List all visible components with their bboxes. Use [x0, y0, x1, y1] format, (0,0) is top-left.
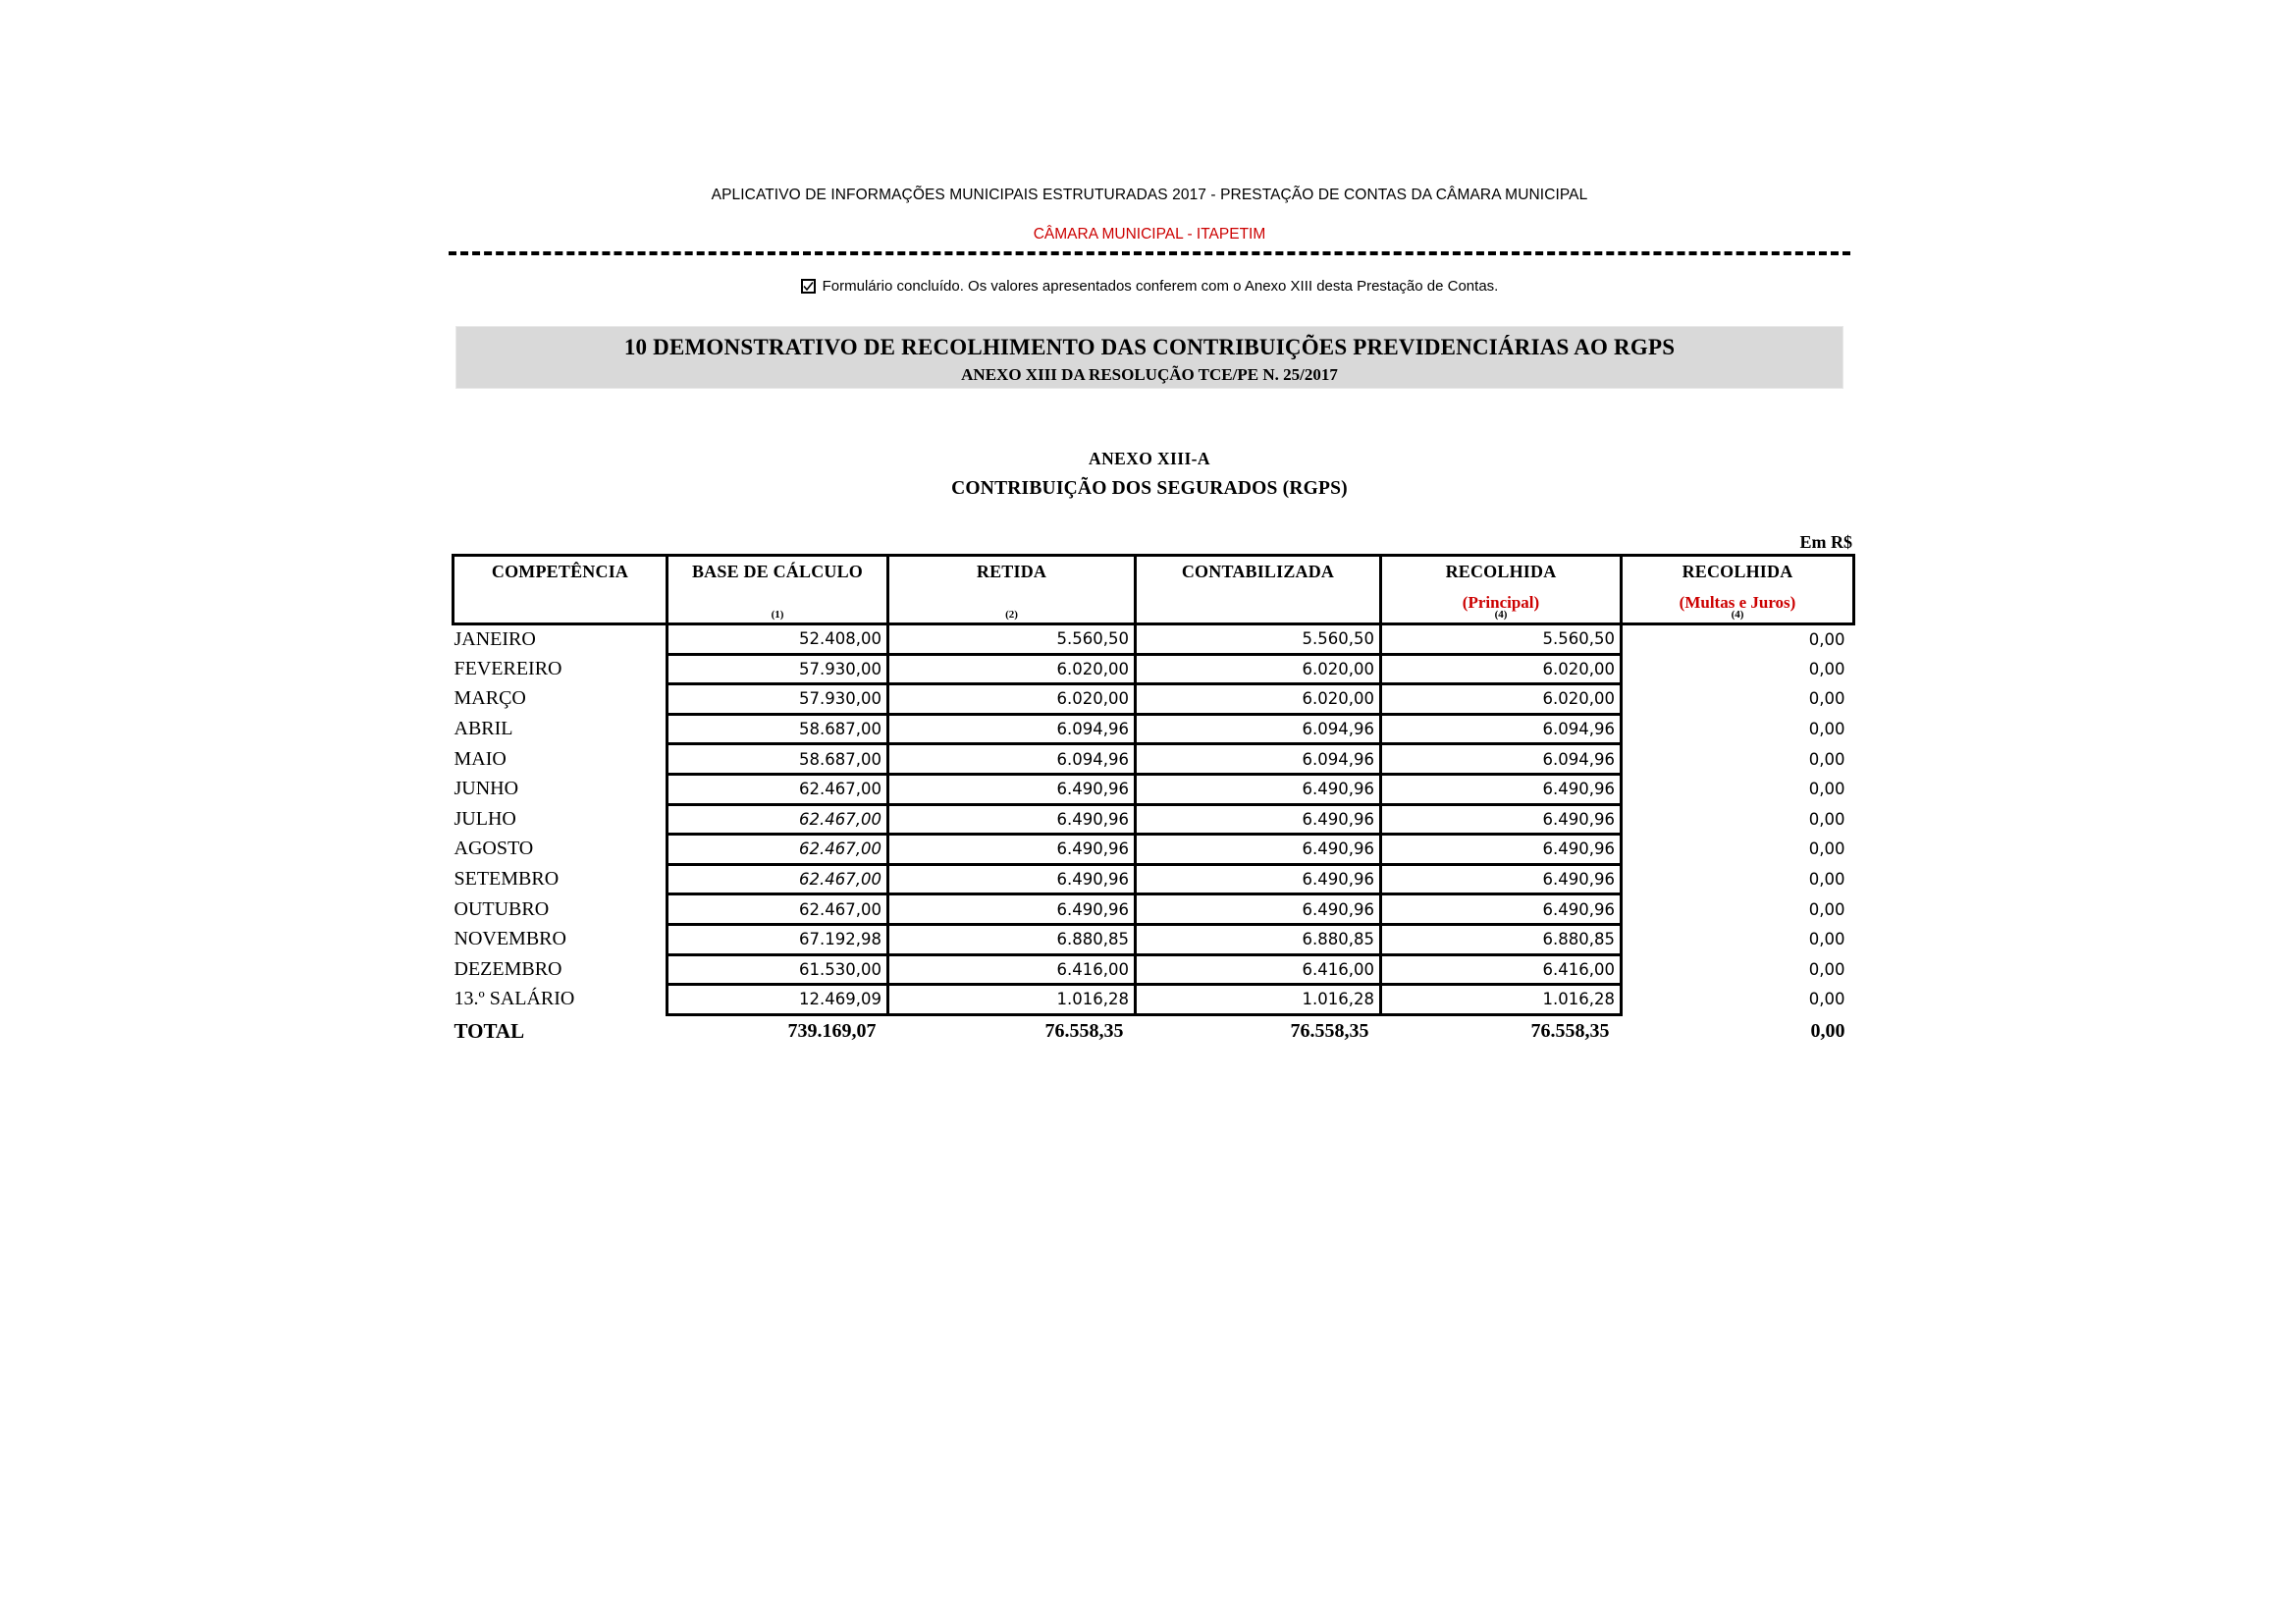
- column-header-footnote: (4): [1494, 609, 1508, 621]
- cell-competencia: DEZEMBRO: [454, 954, 667, 985]
- annex-heading: [447, 449, 1852, 500]
- cell-retida: 1.016,28: [888, 985, 1136, 1015]
- cell-competencia: NOVEMBRO: [454, 924, 667, 954]
- table-row: [454, 985, 1854, 1015]
- cell-contabilizada: 6.490,96: [1136, 894, 1381, 925]
- cell-base-de-calculo: 58.687,00: [667, 714, 888, 744]
- annex-description: CONTRIBUIÇÃO DOS SEGURADOS (RGPS): [951, 478, 1348, 499]
- checkbox-checked-icon[interactable]: [801, 279, 816, 294]
- total-contabilizada: 76.558,35: [1136, 1014, 1381, 1048]
- cell-recolhida-principal: 6.020,00: [1381, 684, 1622, 715]
- cell-retida: 6.094,96: [888, 744, 1136, 775]
- form-status-label: Formulário concluído. Os valores apresentados conferem com o Anexo XIII desta Prestação de Contas.: [822, 278, 1499, 295]
- cell-competencia: FEVEREIRO: [454, 654, 667, 684]
- cell-contabilizada: 6.490,96: [1136, 774, 1381, 804]
- cell-recolhida-multas-juros: 0,00: [1622, 864, 1854, 894]
- cell-retida: 6.416,00: [888, 954, 1136, 985]
- cell-recolhida-principal: 6.490,96: [1381, 864, 1622, 894]
- cell-base-de-calculo: 62.467,00: [667, 864, 888, 894]
- header-divider: [449, 251, 1850, 255]
- cell-base-de-calculo: 52.408,00: [667, 624, 888, 655]
- cell-recolhida-principal: 6.020,00: [1381, 654, 1622, 684]
- column-header-label: CONTABILIZADA: [1181, 562, 1335, 581]
- cell-base-de-calculo: 58.687,00: [667, 744, 888, 775]
- form-status-row: [447, 278, 1852, 295]
- cell-base-de-calculo: 67.192,98: [667, 924, 888, 954]
- table-head: [454, 556, 1854, 624]
- table-row: [454, 924, 1854, 954]
- table-row: [454, 864, 1854, 894]
- contributions-table: [452, 554, 1855, 1048]
- cell-base-de-calculo: 62.467,00: [667, 894, 888, 925]
- cell-base-de-calculo: 57.930,00: [667, 684, 888, 715]
- report-title: 10 DEMONSTRATIVO DE RECOLHIMENTO DAS CONTRIBUIÇÕES PREVIDENCIÁRIAS AO RGPS: [623, 335, 1676, 359]
- cell-contabilizada: 6.490,96: [1136, 804, 1381, 835]
- cell-recolhida-principal: 6.094,96: [1381, 744, 1622, 775]
- cell-recolhida-principal: 5.560,50: [1381, 624, 1622, 655]
- cell-recolhida-multas-juros: 0,00: [1622, 684, 1854, 715]
- cell-recolhida-multas-juros: 0,00: [1622, 624, 1854, 655]
- column-header-competencia: [454, 556, 667, 624]
- cell-competencia: OUTUBRO: [454, 894, 667, 925]
- cell-base-de-calculo: 62.467,00: [667, 774, 888, 804]
- cell-competencia: SETEMBRO: [454, 864, 667, 894]
- cell-retida: 6.490,96: [888, 835, 1136, 865]
- total-base-de-calculo: 739.169,07: [667, 1014, 888, 1048]
- cell-retida: 5.560,50: [888, 624, 1136, 655]
- document-header: [447, 187, 1852, 244]
- report-subtitle: ANEXO XIII DA RESOLUÇÃO TCE/PE N. 25/2017: [961, 365, 1338, 384]
- table-row: [454, 654, 1854, 684]
- cell-recolhida-multas-juros: 0,00: [1622, 985, 1854, 1015]
- contributions-table-wrapper: [452, 554, 1852, 1048]
- cell-competencia: MARÇO: [454, 684, 667, 715]
- cell-recolhida-multas-juros: 0,00: [1622, 954, 1854, 985]
- cell-base-de-calculo: 57.930,00: [667, 654, 888, 684]
- cell-recolhida-principal: 6.880,85: [1381, 924, 1622, 954]
- cell-recolhida-multas-juros: 0,00: [1622, 654, 1854, 684]
- cell-contabilizada: 6.094,96: [1136, 714, 1381, 744]
- cell-retida: 6.490,96: [888, 864, 1136, 894]
- cell-competencia: JANEIRO: [454, 624, 667, 655]
- cell-competencia: ABRIL: [454, 714, 667, 744]
- entity-name: CÂMARA MUNICIPAL - ITAPETIM: [1033, 226, 1266, 243]
- cell-retida: 6.020,00: [888, 654, 1136, 684]
- cell-recolhida-multas-juros: 0,00: [1622, 924, 1854, 954]
- cell-retida: 6.020,00: [888, 684, 1136, 715]
- currency-unit-note: Em R$: [1799, 532, 1852, 552]
- column-header-footnote: (1): [771, 609, 784, 621]
- table-header-row: [454, 556, 1854, 624]
- cell-retida: 6.490,96: [888, 804, 1136, 835]
- column-header-label: RETIDA: [976, 562, 1047, 581]
- total-label: TOTAL: [454, 1014, 667, 1048]
- cell-recolhida-principal: 6.490,96: [1381, 835, 1622, 865]
- cell-contabilizada: 6.880,85: [1136, 924, 1381, 954]
- cell-contabilizada: 5.560,50: [1136, 624, 1381, 655]
- cell-base-de-calculo: 62.467,00: [667, 835, 888, 865]
- table-total-row: [454, 1014, 1854, 1048]
- column-header-recolhida-principal: [1381, 556, 1622, 624]
- cell-recolhida-multas-juros: 0,00: [1622, 894, 1854, 925]
- application-title: APLICATIVO DE INFORMAÇÕES MUNICIPAIS ESTRUTURADAS 2017 - PRESTAÇÃO DE CONTAS DA CÂMARA MUNICIPAL: [711, 187, 1588, 203]
- cell-base-de-calculo: 12.469,09: [667, 985, 888, 1015]
- cell-base-de-calculo: 61.530,00: [667, 954, 888, 985]
- table-row: [454, 624, 1854, 655]
- cell-competencia: JULHO: [454, 804, 667, 835]
- cell-retida: 6.094,96: [888, 714, 1136, 744]
- annex-code: ANEXO XIII-A: [1089, 449, 1210, 468]
- column-header-contabilizada: [1136, 556, 1381, 624]
- column-header-label: RECOLHIDA: [1682, 562, 1793, 581]
- cell-base-de-calculo: 62.467,00: [667, 804, 888, 835]
- cell-contabilizada: 6.416,00: [1136, 954, 1381, 985]
- cell-competencia: 13.º SALÁRIO: [454, 985, 667, 1015]
- column-header-footnote: (2): [1005, 609, 1018, 621]
- column-header-retida: [888, 556, 1136, 624]
- report-title-banner: [455, 326, 1843, 389]
- cell-recolhida-principal: 6.490,96: [1381, 774, 1622, 804]
- cell-contabilizada: 6.020,00: [1136, 654, 1381, 684]
- table-row: [454, 894, 1854, 925]
- column-header-sublabel: (Multas e Juros): [1679, 593, 1796, 612]
- cell-recolhida-multas-juros: 0,00: [1622, 774, 1854, 804]
- total-recolhida-principal: 76.558,35: [1381, 1014, 1622, 1048]
- cell-recolhida-principal: 1.016,28: [1381, 985, 1622, 1015]
- cell-recolhida-multas-juros: 0,00: [1622, 744, 1854, 775]
- cell-recolhida-multas-juros: 0,00: [1622, 804, 1854, 835]
- cell-retida: 6.490,96: [888, 774, 1136, 804]
- table-row: [454, 684, 1854, 715]
- cell-recolhida-principal: 6.490,96: [1381, 894, 1622, 925]
- cell-competencia: MAIO: [454, 744, 667, 775]
- cell-recolhida-principal: 6.094,96: [1381, 714, 1622, 744]
- table-row: [454, 954, 1854, 985]
- table-row: [454, 744, 1854, 775]
- cell-recolhida-multas-juros: 0,00: [1622, 714, 1854, 744]
- total-retida: 76.558,35: [888, 1014, 1136, 1048]
- table-row: [454, 714, 1854, 744]
- table-row: [454, 774, 1854, 804]
- column-header-recolhida-multas-juros: [1622, 556, 1854, 624]
- table-body: [454, 624, 1854, 1049]
- cell-recolhida-principal: 6.416,00: [1381, 954, 1622, 985]
- column-header-sublabel: (Principal): [1462, 593, 1540, 612]
- table-row: [454, 804, 1854, 835]
- column-header-base-de-calculo: [667, 556, 888, 624]
- cell-contabilizada: 6.020,00: [1136, 684, 1381, 715]
- cell-competencia: AGOSTO: [454, 835, 667, 865]
- column-header-label: BASE DE CÁLCULO: [691, 562, 864, 581]
- total-recolhida-multas-juros: 0,00: [1622, 1014, 1854, 1048]
- cell-recolhida-multas-juros: 0,00: [1622, 835, 1854, 865]
- cell-contabilizada: 6.490,96: [1136, 835, 1381, 865]
- cell-contabilizada: 1.016,28: [1136, 985, 1381, 1015]
- cell-contabilizada: 6.490,96: [1136, 864, 1381, 894]
- cell-retida: 6.880,85: [888, 924, 1136, 954]
- column-header-footnote: (4): [1731, 609, 1744, 621]
- cell-recolhida-principal: 6.490,96: [1381, 804, 1622, 835]
- cell-retida: 6.490,96: [888, 894, 1136, 925]
- column-header-label: RECOLHIDA: [1445, 562, 1557, 581]
- column-header-label: COMPETÊNCIA: [491, 562, 629, 581]
- cell-contabilizada: 6.094,96: [1136, 744, 1381, 775]
- cell-competencia: JUNHO: [454, 774, 667, 804]
- table-row: [454, 835, 1854, 865]
